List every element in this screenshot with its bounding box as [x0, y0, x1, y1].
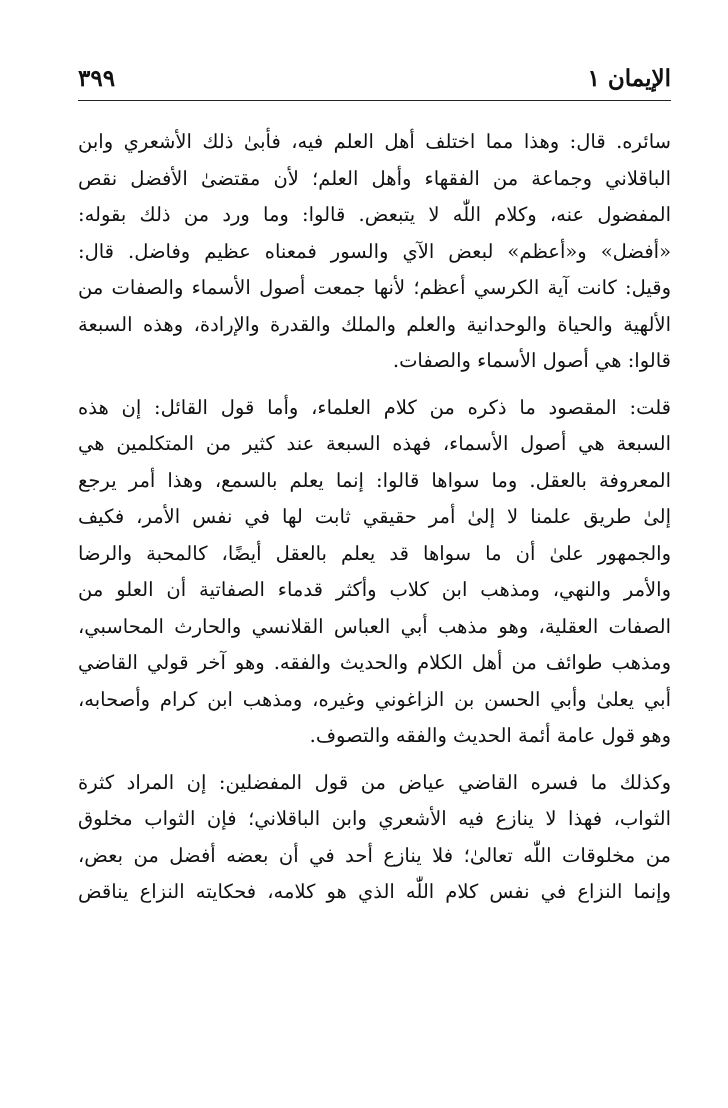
page-number: ٣٩٩	[78, 64, 116, 92]
paragraph-3	[78, 765, 671, 911]
text-line: سائره. قال: وهذا مما اختلف أهل العلم فيه، فأبىٰ ذلك الأشعري وابن	[78, 130, 671, 153]
paragraph-2	[78, 390, 671, 755]
text-line: إلىٰ طريق علمنا لا إلىٰ أمر حقيقي ثابت لها في نفس الأمر، فكيف	[78, 505, 671, 528]
text-line: الثواب، فهذا لا ينازع فيه الأشعري وابن الباقلاني؛ فإن الثواب مخلوق	[78, 807, 671, 830]
text-line: قلت: المقصود ما ذكره من كلام العلماء، وأما قول القائل: إن هذه	[78, 395, 671, 419]
page-body	[78, 124, 671, 921]
text-line: الصفات العقلية، وهو مذهب أبي العباس القلانسي والحارث المحاسبي،	[78, 614, 671, 638]
text-line: ومذهب طوائف من أهل الكلام والحديث والفقه. وهو آخر قولي القاضي	[78, 651, 671, 674]
text-line: الألهية والحياة والوحدانية والعلم والملك والقدرة والإرادة، وهذه السبعة	[78, 312, 671, 336]
text-line: المعروفة بالعقل. وما سواها قالوا: إنما يعلم بالسمع، وهذا أمر يرجع	[78, 468, 671, 492]
text-line: من مخلوقات اللّٰه تعالىٰ؛ فلا ينازع أحد في أن بعضه أفضل من بعض،	[78, 843, 671, 867]
text-line: وقيل: كانت آية الكرسي أعظم؛ لأنها جمعت أصول الأسماء والصفات من	[78, 276, 671, 299]
text-line: «أفضل» و«أعظم» لبعض الآي والسور فمعناه عظيم وفاضل. قال:	[78, 239, 671, 263]
chapter-title: الإيمان ١	[587, 64, 671, 92]
text-line: قالوا: هي أصول الأسماء والصفات.	[392, 349, 671, 372]
text-line: المفضول عنه، وكلام اللّٰه لا يتبعض. قالوا: وما ورد من ذلك بقوله:	[78, 203, 671, 226]
text-line: السبعة هي أصول الأسماء، فهذه السبعة عند كثير من المتكلمين هي	[78, 432, 671, 455]
text-line: وكذلك ما فسره القاضي عياض من قول المفضلين: إن المراد كثرة	[78, 770, 671, 794]
text-line: وهو قول عامة أئمة الحديث والفقه والتصوف.	[309, 724, 671, 747]
text-line: الباقلاني وجماعة من الفقهاء وأهل العلم؛ لأن مقتضىٰ الأفضل نقص	[78, 166, 671, 190]
paragraph-1	[78, 124, 671, 380]
text-line: والأمر والنهي، ومذهب ابن كلاب وأكثر قدماء الصفاتية أن العلو من	[78, 578, 671, 601]
text-line: أبي يعلىٰ وأبي الحسن بن الزاغوني وغيره، ومذهب ابن كرام وأصحابه،	[78, 687, 671, 711]
text-line: والجمهور علىٰ أن ما سواها قد يعلم بالعقل أيضًا، كالمحبة والرضا	[78, 541, 671, 565]
running-header	[78, 58, 671, 98]
text-line: وإنما النزاع في نفس كلام اللّٰه الذي هو كلامه، فحكايته النزاع يناقض	[78, 880, 671, 903]
header-rule	[78, 100, 671, 101]
